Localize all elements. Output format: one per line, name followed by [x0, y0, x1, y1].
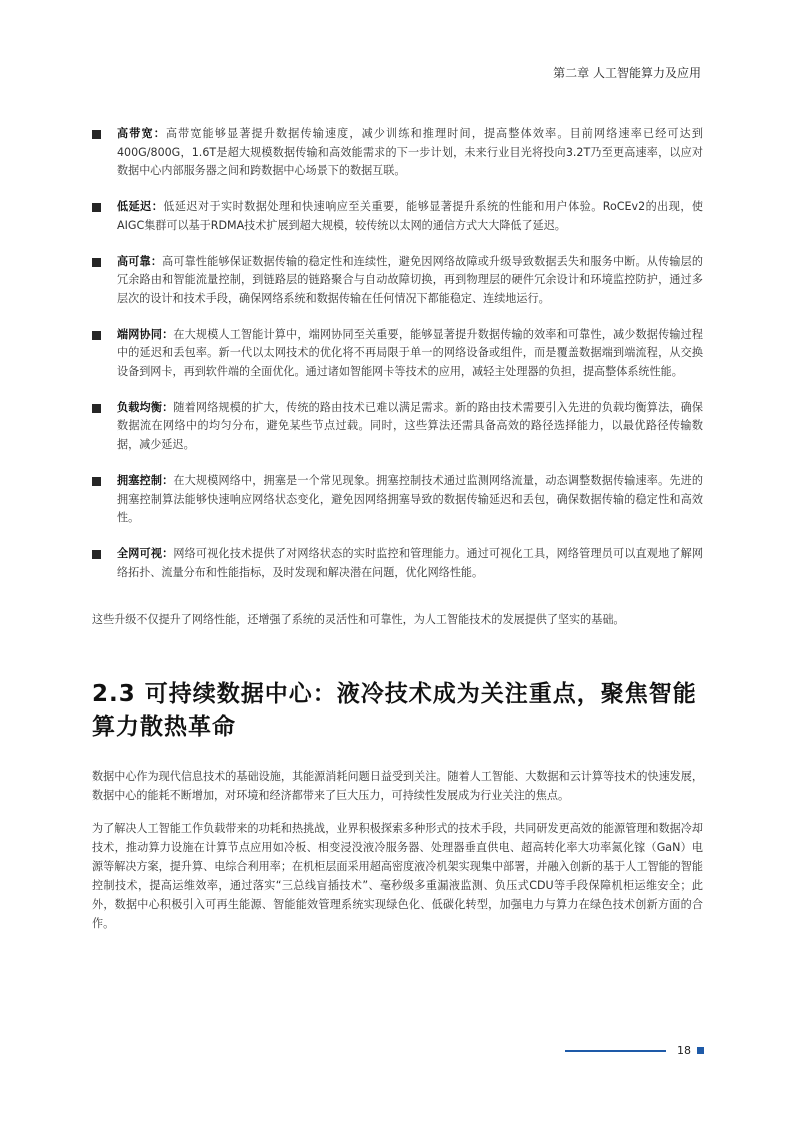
bullet-item-load-balancing: [92, 399, 703, 455]
bullet-term: 端网协同：: [117, 327, 174, 341]
section-title: 2.3 可持续数据中心：液冷技术成为关注重点，聚焦智能算力散热革命: [92, 681, 697, 740]
bullet-text: [117, 399, 703, 455]
page-number: 18: [677, 1044, 691, 1057]
bullet-item-congestion-control: [92, 472, 703, 528]
bullet-item-latency: [92, 198, 703, 235]
body-paragraph: 数据中心作为现代信息技术的基础设施，其能源消耗问题日益受到关注。随着人工智能、大数据和云计算等技术的快速发展，数据中心的能耗不断增加，对环境和经济都带来了巨大压力，可持续性发展成为行业关注的焦点。: [92, 770, 703, 802]
bullet-item-reliability: [92, 253, 703, 309]
bullet-term: 拥塞控制：: [117, 473, 174, 487]
bullet-term: 全网可视：: [117, 546, 174, 560]
bullet-description: 在大规模人工智能计算中，端网协同至关重要，能够显著提升数据传输的效率和可靠性，减少数据传输过程中的延迟和丢包率。新一代以太网技术的优化将不再局限于单一的网络设备或组件，而是覆盖数据端到端流程，从交换设备到网卡，再到软件端的全面优化。通过诸如智能网卡等技术的应用，减轻主处理器的负担，提高整体系统性能。: [117, 327, 703, 379]
square-marker-icon: [697, 1047, 704, 1054]
square-bullet-icon: [92, 331, 101, 340]
bullet-term: 高可靠：: [117, 254, 163, 268]
square-bullet-icon: [92, 477, 101, 486]
square-bullet-icon: [92, 550, 101, 559]
body-paragraph: 为了解决人工智能工作负载带来的功耗和热挑战，业界积极探索多种形式的技术手段，共同研发更高效的能源管理和数据冷却技术，推动算力设施在计算节点应用如冷板、相变浸没液冷服务器、处理器垂直供电、超高转化率大功率氮化镓（GaN）电源等解决方案，提升算、电综合利用率；在机柜层面采用超高密度液冷机架实现集中部署，并融入创新的基于人工智能的智能控制技术，提高运维效率，通过落实“三总线盲插技术”、毫秒级多重漏液监测、负压式CDU等手段保障机柜运维安全；此外，数据中心积极引入可再生能源、智能能效管理系统实现绿色化、低碳化转型，加强电力与算力在绿色技术创新方面的合作。: [92, 822, 703, 930]
square-bullet-icon: [92, 203, 101, 212]
bullet-item-end-network: [92, 326, 703, 382]
bullet-term: 负载均衡：: [117, 400, 174, 414]
bullet-text: [117, 326, 703, 382]
bullet-item-visibility: [92, 545, 703, 582]
feature-bullet-list: [92, 125, 703, 599]
bullet-text: [117, 253, 703, 309]
bullet-term: 高带宽：: [117, 127, 166, 140]
bullet-term: 低延迟：: [117, 200, 164, 214]
bullet-description: 在大规模网络中，拥塞是一个常见现象。拥塞控制技术通过监测网络流量，动态调整数据传输速率。先进的拥塞控制算法能够快速响应网络状态变化，避免因网络拥塞导致的数据传输延迟和丢包，确保数据传输的稳定性和高效性。: [117, 473, 703, 525]
bullet-text: [117, 472, 703, 528]
bullet-description: 高可靠性能够保证数据传输的稳定性和连续性，避免因网络故障或升级导致数据丢失和服务中断。从传输层的冗余路由和智能流量控制，到链路层的链路聚合与自动故障切换，再到物理层的硬件冗余设计和环境监控防护，通过多层次的设计和技术手段，确保网络系统和数据传输在任何情况下都能稳定、连续地运行。: [117, 254, 703, 305]
chapter-header: 第二章 人工智能算力及应用: [553, 66, 701, 80]
bullet-text: [117, 125, 703, 181]
square-bullet-icon: [92, 404, 101, 413]
summary-paragraph: 这些升级不仅提升了网络性能，还增强了系统的灵活性和可靠性，为人工智能技术的发展提供了坚实的基础。: [92, 613, 625, 626]
bullet-description: 低延迟对于实时数据处理和快速响应至关重要，能够显著提升系统的性能和用户体验。RoCEv2的出现，使AIGC集群可以基于RDMA技术扩展到超大规模，较传统以太网的通信方式大大降低了延迟。: [117, 200, 703, 232]
bullet-item-bandwidth: [92, 125, 703, 181]
bullet-text: [117, 545, 703, 582]
bullet-description: 网络可视化技术提供了对网络状态的实时监控和管理能力。通过可视化工具，网络管理员可以直观地了解网络拓扑、流量分布和性能指标，及时发现和解决潜在问题，优化网络性能。: [117, 546, 703, 579]
footer-rule: [565, 1050, 666, 1052]
bullet-description: 高带宽能够显著提升数据传输速度，减少训练和推理时间，提高整体效率。目前网络速率已经可达到400G/800G，1.6T是超大规模数据传输和高效能需求的下一步计划，未来行业目光将投向3.2T乃至更高速率，以应对数据中心内部服务器之间和跨数据中心场景下的数据互联。: [117, 127, 703, 178]
bullet-text: [117, 198, 703, 235]
square-bullet-icon: [92, 130, 101, 139]
bullet-description: 随着网络规模的扩大，传统的路由技术已难以满足需求。新的路由技术需要引入先进的负载均衡算法，确保数据流在网络中的均匀分布，避免某些节点过载。同时，这些算法还需具备高效的路径选择能力，以最优路径传输数据，减少延迟。: [117, 400, 703, 452]
square-bullet-icon: [92, 258, 101, 267]
